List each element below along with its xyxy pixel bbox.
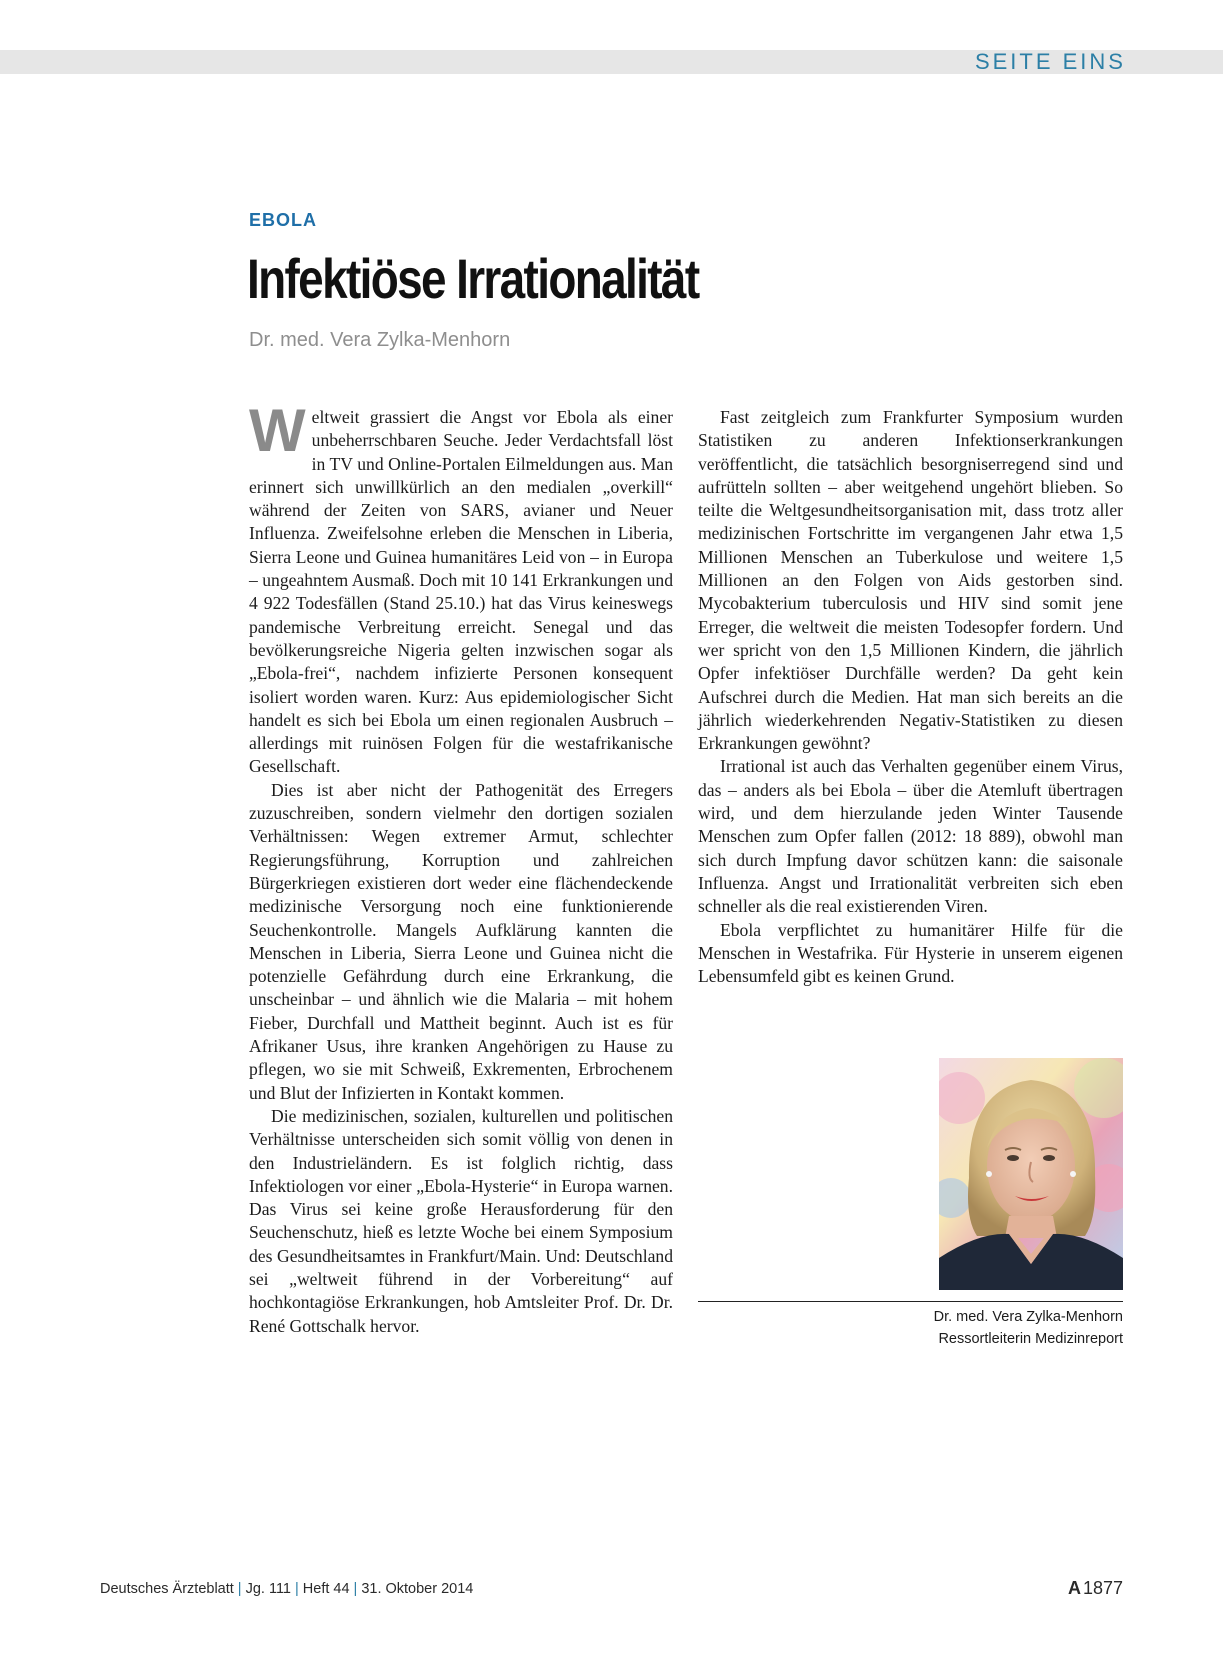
article-author: Dr. med. Vera Zylka-Menhorn <box>249 329 511 351</box>
journal-name: Deutsches Ärzteblatt <box>100 1581 234 1597</box>
paragraph: Ebola verpflichtet zu humanitärer Hilfe für die Menschen in Westafrika. Für Hysterie in unserem eigenen Lebensumfeld gibt es keinen Grund. <box>698 919 1123 987</box>
paragraph: Die medizinischen, sozialen, kulturellen und politischen Verhältnisse unterscheiden sich somit völlig von denen in den Industrieländern. Es ist folglich richtig, dass Infektiologen vor einer „Ebola-Hysterie“ in Europa warnen. Das Virus sei keine große Herausforderung für den Seuchenschutz, hieß es letzte Woche bei einem Symposium des Gesundheitsamtes in Frankfurt/Main. Und: Deutschland sei „weltweit führend in der Vorbereitung“ auf hochkontagiöse Erkrankungen, hob Amtsleiter Prof. Dr. Dr. René Gottschalk hervor. <box>249 1105 673 1336</box>
article-column-left <box>249 397 673 1338</box>
photo-caption <box>934 1306 1123 1350</box>
article-title: Infektiöse Irrationalität <box>247 247 699 310</box>
paragraph-text: eltweit grassiert die Angst vor Ebola als einer unbeherrschbaren Seuche. Jeder Verdachtsfall löst in TV und Online-Portalen Eilmeldungen aus. Man erinnert sich unwillkürlich an den medialen „overkill“ während der Zeiten von SARS, avianer und Neuer Influenza. Zweifelsohne erleben die Menschen in Liberia, Sierra Leone und Guinea humanitäres Leid von – in Europa – ungeahntem Ausmaß. Doch mit 10 141 Erkrankungen und 4 922 Todesfällen (Stand 25.10.) hat das Virus keineswegs pandemische Verbreitung erreicht. Senegal und das bevölkerungsreiche Nigeria gelten inzwischen sogar als „Ebola-frei“, nachdem infizierte Personen konsequent isoliert worden waren. Kurz: Aus epidemiologischer Sicht handelt es sich bei Ebola um einen regionalen Ausbruch – allerdings mit ruinösen Folgen für die westafrikanische Gesellschaft. <box>249 407 673 777</box>
caption-role: Ressortleiterin Medizinreport <box>938 1331 1123 1347</box>
paragraph: Irrational ist auch das Verhalten gegenüber einem Virus, das – anders als bei Ebola – über die Atemluft übertragen wird, und dem hierzulande jeden Winter Tausende Menschen zum Opfer fallen (2012: 18 889), obwohl man sich durch Impfung davor schützen kann: die saisonale Influenza. Angst und Irrationalität verbreiten sich eben schneller als die real existierenden Viren. <box>698 756 1123 917</box>
journal-volume: Jg. 111 <box>245 1581 291 1597</box>
journal-issue: Heft 44 <box>302 1581 350 1597</box>
article-column-right <box>698 406 1123 988</box>
drop-cap: W <box>249 397 306 464</box>
article-kicker: EBOLA <box>249 210 317 230</box>
section-label: SEITE EINS <box>974 49 1126 74</box>
caption-name: Dr. med. Vera Zylka-Menhorn <box>933 1309 1123 1325</box>
author-portrait <box>939 1058 1123 1290</box>
page-number-value: 1877 <box>1082 1578 1123 1598</box>
page-number <box>1068 1578 1123 1599</box>
caption-divider <box>698 1301 1123 1302</box>
page-footer <box>100 1581 473 1597</box>
footer-separator: | <box>237 1581 242 1597</box>
page-prefix: A <box>1067 1578 1081 1598</box>
paragraph <box>249 397 673 779</box>
paragraph: Fast zeitgleich zum Frankfurter Symposium wurden Statistiken zu anderen Infektionserkrankungen veröffentlicht, die tatsächlich besorgniserregend sind und aufrütteln sollten – aber weitgehend ungehört blieben. So teilte die Weltgesundheitsorganisation mit, dass trotz aller medizinischen Fortschritte im vergangenen Jahr etwa 1,5 Millionen Menschen an Tuberkulose und weitere 1,5 Millionen an den Folgen von Aids gestorben sind. Mycobakterium tuberculosis und HIV sind somit jene Erreger, die weltweit die meisten Todesopfer fordern. Und wer spricht von den 1,5 Millionen Kindern, die jährlich Opfer infektiöser Durchfälle werden? Da geht kein Aufschrei durch die Medien. Hat man sich bereits an die jährlich wiederkehrenden Negativ-Statistiken zu diesen Erkrankungen gewöhnt? <box>698 407 1123 754</box>
journal-date: 31. Oktober 2014 <box>361 1581 474 1597</box>
paragraph: Dies ist aber nicht der Pathogenität des Erregers zuzuschreiben, sondern vielmehr den dortigen sozialen Verhältnissen: Wegen extremer Armut, schlechter Regierungsführung, Korruption und zahlreichen Bürgerkriegen existieren dort weder eine flächendeckende medizinische Versorgung noch eine funktionierende Seuchenkontrolle. Mangels Aufklärung kannten die Menschen in Liberia, Sierra Leone und Guinea nicht die potenzielle Gefährdung durch eine Erkrankung, die unscheinbar – und ähnlich wie die Malaria – mit hohem Fieber, Durchfall und Mattheit beginnt. Auch ist es für Afrikaner Usus, ihre kranken Angehörigen zu Hause zu pflegen, wo sie mit Schweiß, Exkrementen, Erbrochenem und Blut der Infizierten in Kontakt kommen. <box>249 779 673 1103</box>
footer-separator: | <box>353 1581 358 1597</box>
footer-separator: | <box>295 1581 299 1597</box>
